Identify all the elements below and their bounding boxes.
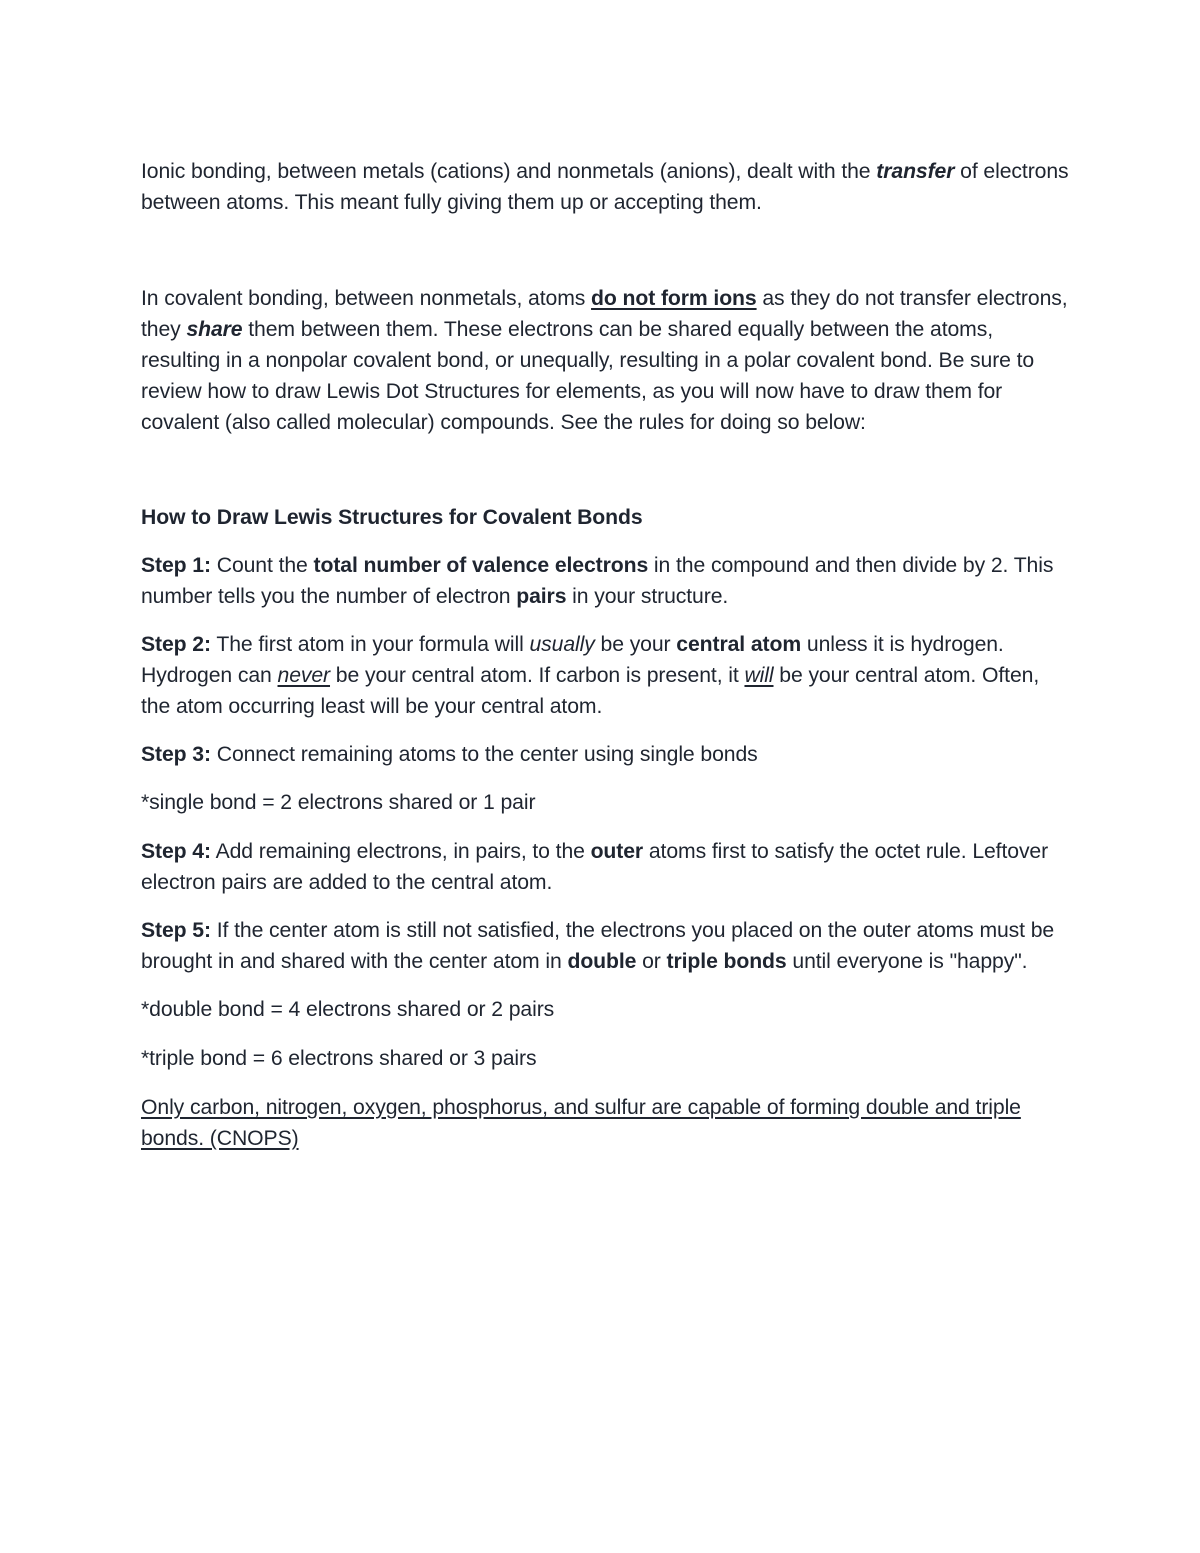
step-label: Step 2: (141, 633, 211, 656)
single-bond-note: *single bond = 2 electrons shared or 1 pair (141, 791, 536, 814)
step-label: Step 1: (141, 554, 211, 577)
covalent-bonding-paragraph: In covalent bonding, between nonmetals, atoms do not form ions as they do not transfer electrons, they share them between them. These electrons can be shared equally between the atoms, resulting in a nonpolar covalent bond, or unequally, resulting in a polar covalent bond. Be sure to review how to draw Lewis Dot Structures for elements, as you will now have to draw them for covalent (also called molecular) compounds. See the rules for doing so below: (141, 287, 1068, 434)
document-body (141, 156, 1071, 1154)
share-emphasis: share (186, 318, 243, 341)
step-label: Step 3: (141, 743, 211, 766)
step-1: Step 1: Count the total number of valence electrons in the compound and then divide by 2. This number tells you the number of electron pairs in your structure. (141, 554, 1054, 608)
step-label: Step 5: (141, 919, 211, 942)
ionic-bonding-paragraph: Ionic bonding, between metals (cations) and nonmetals (anions), dealt with the transfer of electrons between atoms. This meant fully giving them up or accepting them. (141, 160, 1069, 214)
step-label: Step 4: (141, 840, 211, 863)
double-bond-note: *double bond = 4 electrons shared or 2 pairs (141, 998, 555, 1021)
cnops-note: Only carbon, nitrogen, oxygen, phosphorus, and sulfur are capable of forming double and triple bonds. (CNOPS) (141, 1096, 1021, 1150)
step-3: Step 3: Connect remaining atoms to the center using single bonds (141, 743, 758, 766)
triple-bond-note: *triple bond = 6 electrons shared or 3 pairs (141, 1047, 537, 1070)
step-5: Step 5: If the center atom is still not satisfied, the electrons you placed on the outer atoms must be brought in and shared with the center atom in double or triple bonds until everyone is "happy". (141, 919, 1055, 973)
transfer-emphasis: transfer (876, 160, 955, 183)
step-4: Step 4: Add remaining electrons, in pairs, to the outer atoms first to satisfy the octet rule. Leftover electron pairs are added to the central atom. (141, 840, 1049, 894)
do-not-form-ions-emphasis: do not form ions (591, 287, 757, 310)
section-heading: How to Draw Lewis Structures for Covalent Bonds (141, 506, 643, 529)
step-2: Step 2: The first atom in your formula will usually be your central atom unless it is hydrogen. Hydrogen can never be your central atom. If carbon is present, it will be your central atom. Often, the atom occurring least will be your central atom. (141, 633, 1040, 718)
